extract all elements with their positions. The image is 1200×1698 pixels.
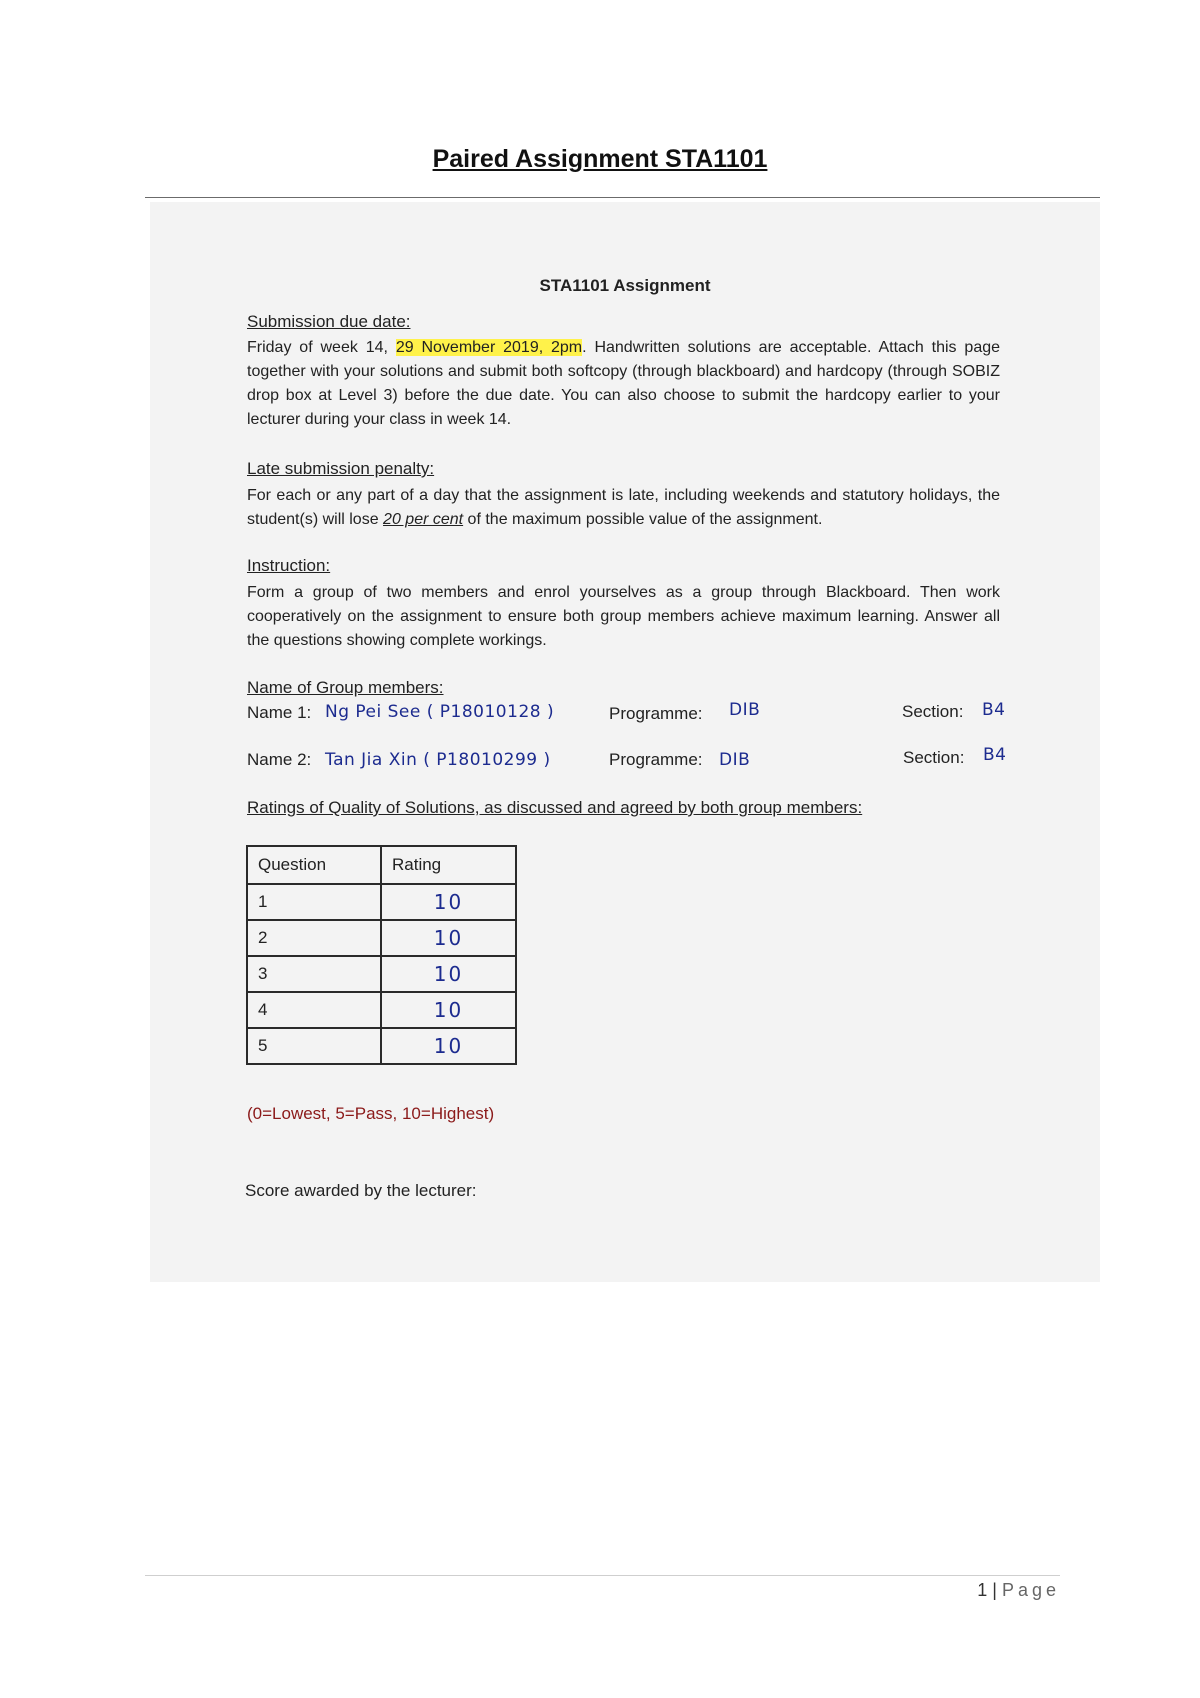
late-penalty-text-end: of the maximum possible value of the assignment. <box>463 511 823 528</box>
member-name-handwritten: Ng Pei See ( P18010128 ) <box>325 702 555 722</box>
page-word: Page <box>1001 1580 1060 1600</box>
member-row <box>247 745 1017 778</box>
footer-rule <box>145 1575 1060 1576</box>
header-rule <box>145 197 1100 198</box>
column-header: Question <box>247 846 381 884</box>
late-penalty-text <box>247 484 1000 532</box>
section-handwritten: B4 <box>982 700 1006 720</box>
page-footer <box>900 1580 1060 1601</box>
footer-separator: | <box>992 1580 997 1600</box>
question-cell: 5 <box>247 1028 381 1064</box>
rating-scale-note: (0=Lowest, 5=Pass, 10=Highest) <box>247 1104 495 1123</box>
question-cell: 2 <box>247 920 381 956</box>
member-name-handwritten: Tan Jia Xin ( P18010299 ) <box>325 750 551 770</box>
members-heading: Name of Group members: <box>247 678 444 697</box>
question-cell: 3 <box>247 956 381 992</box>
section-label: Section: <box>903 748 965 767</box>
programme-handwritten: DIB <box>729 700 761 720</box>
table-row <box>247 884 516 920</box>
programme-label: Programme: <box>609 750 703 769</box>
programme-label: Programme: <box>609 704 703 723</box>
table-row <box>247 1028 516 1064</box>
rating-handwritten: 10 <box>433 1034 464 1058</box>
name-label: Name 1: <box>247 703 312 722</box>
score-label: Score awarded by the lecturer: <box>245 1181 477 1200</box>
rating-handwritten: 10 <box>433 998 464 1022</box>
question-cell: 1 <box>247 884 381 920</box>
due-date-highlight: 29 November 2019, 2pm <box>395 339 583 356</box>
document-title: Paired Assignment STA1101 <box>432 145 768 173</box>
rating-handwritten: 10 <box>433 890 464 914</box>
instruction-heading: Instruction: <box>247 556 331 575</box>
section-label: Section: <box>902 702 964 721</box>
submission-heading: Submission due date: <box>247 312 411 331</box>
rating-handwritten: 10 <box>433 962 464 986</box>
member-row <box>247 700 1017 730</box>
submission-text <box>247 336 1000 432</box>
late-penalty-heading: Late submission penalty: <box>247 459 435 478</box>
rating-handwritten: 10 <box>433 926 464 950</box>
table-row <box>247 920 516 956</box>
ratings-table <box>246 845 517 1065</box>
question-cell: 4 <box>247 992 381 1028</box>
instruction-text: Form a group of two members and enrol yourselves as a group through Blackboard. Then work cooperatively on the assignment to ensure both group members achieve maximum learning. Answer all the questions showing complete workings. <box>247 584 1000 649</box>
ratings-heading: Ratings of Quality of Solutions, as discussed and agreed by both group members: <box>247 798 863 817</box>
page-number: 1 <box>977 1580 988 1600</box>
submission-text-end: . Handwritten solutions are acceptable. Attach this page together with your solutions and submit both softcopy (through blackboard) and hardcopy (through SOBIZ drop box at Level 3) before the due date. You can also choose to submit the hardcopy earlier to your lecturer during your class in week 14. <box>247 339 1001 428</box>
late-penalty-text-start: For each or any part of a day that the assignment is late, including weekends and statutory holidays, the student(s) will lose <box>247 487 1000 528</box>
programme-handwritten: DIB <box>719 750 751 770</box>
table-header-row <box>247 846 516 884</box>
penalty-emphasis: 20 per cent <box>383 511 464 528</box>
name-label: Name 2: <box>247 750 312 769</box>
column-header: Rating <box>381 846 516 884</box>
table-row <box>247 992 516 1028</box>
section-handwritten: B4 <box>983 745 1007 765</box>
assignment-heading: STA1101 Assignment <box>539 276 711 295</box>
submission-text-start: Friday of week 14, <box>247 339 396 356</box>
table-row <box>247 956 516 992</box>
